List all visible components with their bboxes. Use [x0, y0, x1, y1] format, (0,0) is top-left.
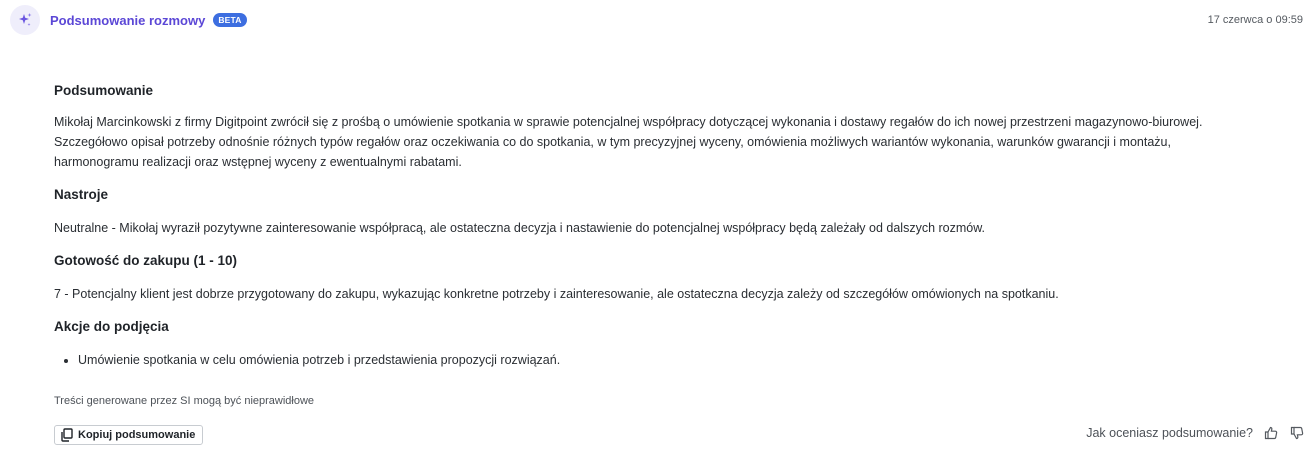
- section-title-mood: Nastroje: [54, 187, 109, 202]
- copy-summary-label: Kopiuj podsumowanie: [78, 429, 196, 441]
- copy-summary-button[interactable]: [54, 425, 203, 445]
- section-title-summary: Podsumowanie: [54, 83, 154, 98]
- summary-text-line-1: Mikołaj Marcinkowski z firmy Digitpoint zwrócił się z prośbą o umówienie spotkania w sprawie potencjalnej współpracy dotyczącej wykonania i dostawy regałów do ich nowej przestrzeni magazynowo-biurowej.: [54, 115, 1203, 129]
- thumbs-down-icon[interactable]: [1289, 425, 1305, 441]
- rating-question: Jak oceniasz podsumowanie?: [1086, 426, 1253, 440]
- summary-text-line-2: Szczegółowo opisał potrzeby odnośnie różnych typów regałów oraz oczekiwania co do spotkania, w tym precyzyjnej wyceny, omówienia możliwych wariantów wykonania, warunków gwarancji i montażu,: [54, 135, 1171, 149]
- section-title-actions: Akcje do podjęcia: [54, 319, 169, 334]
- summary-content: [54, 82, 1306, 370]
- ai-disclaimer: Treści generowane przez SI mogą być nieprawidłowe: [54, 395, 315, 407]
- summary-header: [10, 4, 1303, 36]
- summary-text-line-3: harmonogramu realizacji oraz wstępnej wyceny z ewentualnymi rabatami.: [54, 155, 462, 169]
- section-title-readiness: Gotowość do zakupu (1 - 10): [54, 253, 238, 268]
- actions-list: [54, 350, 1306, 370]
- summary-title: Podsumowanie rozmowy: [50, 12, 206, 28]
- thumbs-up-icon[interactable]: [1263, 425, 1279, 441]
- summary-timestamp: 17 czerwca o 09:59: [1207, 14, 1303, 26]
- copy-icon: [60, 428, 74, 442]
- sparkles-icon: [10, 5, 40, 35]
- action-item: • Umówienie spotkania w celu omówienia potrzeb i przedstawienia propozycji rozwiązań.: [78, 350, 1306, 370]
- readiness-text: 7 - Potencjalny klient jest dobrze przygotowany do zakupu, wykazując konkretne potrzeby i zainteresowanie, ale ostateczna decyzja zależy od szczegółów omówionych na spotkaniu.: [54, 287, 1059, 301]
- beta-badge: BETA: [213, 13, 246, 27]
- rating-area: [1086, 425, 1305, 441]
- mood-text: Neutralne - Mikołaj wyraził pozytywne zainteresowanie współpracą, ale ostateczna decyzja i nastawienie do potencjalnej współpracy będą zależały od dalszych rozmów.: [54, 221, 986, 235]
